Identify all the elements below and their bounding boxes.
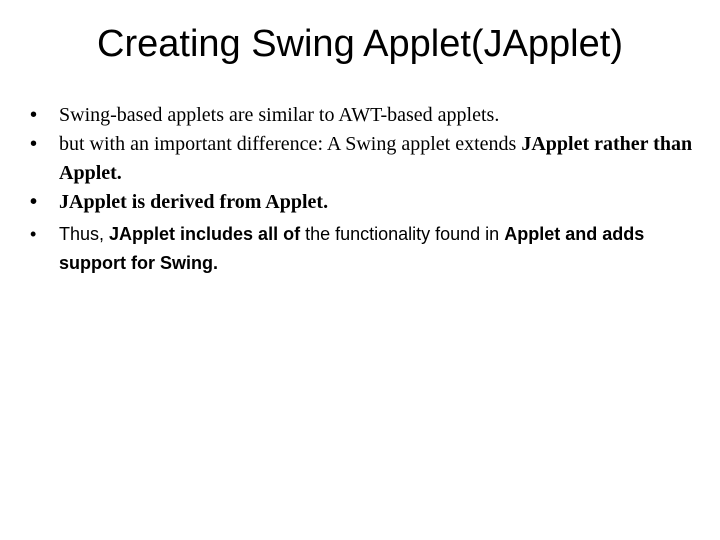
bullet-text-bold: JApplet includes all of: [109, 224, 301, 244]
list-item: [30, 220, 700, 278]
list-item: [30, 101, 700, 130]
bullet-dot: •: [30, 104, 38, 126]
bullet-text-bold: JApplet rather than Applet.: [59, 133, 693, 184]
bullet-dot: •: [30, 191, 38, 213]
bullet-text: but with an important difference: A Swing applet extends: [59, 133, 522, 155]
bullet-list: [30, 101, 700, 278]
bullet-text: Swing-based applets are similar to AWT-based applets.: [59, 104, 500, 126]
list-item: [30, 130, 700, 188]
bullet-text-bold: Applet: [504, 224, 561, 244]
bullet-dot: •: [30, 224, 37, 244]
bullet-text-bold: JApplet is derived from Applet.: [59, 191, 329, 213]
bullet-text: Thus,: [59, 224, 110, 244]
bullet-text: the functionality found in: [300, 224, 505, 244]
bullet-dot: •: [30, 133, 38, 155]
list-item: [30, 188, 700, 217]
bullet-text-bold: and adds support for Swing.: [59, 224, 645, 273]
slide-title: Creating Swing Applet(JApplet): [97, 23, 623, 65]
